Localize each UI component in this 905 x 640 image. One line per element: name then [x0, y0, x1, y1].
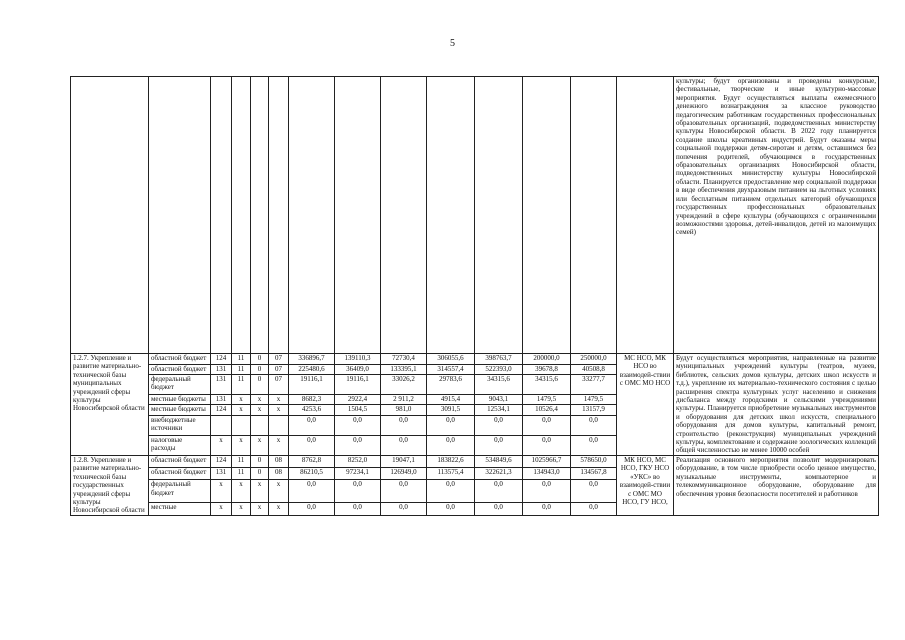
amount-cell: 0,0: [381, 435, 427, 455]
amount-cell: 2 911,2: [381, 394, 427, 405]
budget-code: 0: [251, 455, 269, 467]
amount-cell: 4915,4: [427, 394, 475, 405]
budget-code: [232, 415, 251, 435]
amount-cell: 72730,4: [381, 354, 427, 365]
table-row: [71, 354, 879, 365]
budget-code: x: [269, 394, 289, 405]
amount-cell: 1479,5: [571, 394, 617, 405]
amount-cell: 8762,8: [289, 455, 335, 467]
budget-code: [251, 415, 269, 435]
page-number: 5: [450, 38, 455, 49]
amount-cell: 0,0: [289, 435, 335, 455]
amount-cell: 19047,1: [381, 455, 427, 467]
budget-code: 0: [251, 375, 269, 395]
section-title: 1.2.8. Укрепление и развитие материально-технической базы государственных учреждений сферы культуры Новосибирской области: [71, 455, 149, 515]
expected-results: Будут осуществляться мероприятия, направленные на развитие муниципальных учреждений культуры (театров, музеев, библиотек, сельских домов культуры, детских школ искусств и т.д.), укрепление их материально-технического состояния с целью расширения спектра культурных услуг населению и снижения дисбаланса между городскими и сельскими учреждениями культуры. Планируется приобретение музыкальных инструментов и оборудования для детских школ искусств, специального оборудования для домов культуры, капитальный ремонт, строительство (реконструкция) муниципальных учреждений культуры, комплектование и содержание зоологических коллекций общей численностью не менее 10000 особей: [674, 354, 879, 456]
budget-code: x: [251, 405, 269, 416]
amount-cell: 0,0: [475, 435, 523, 455]
funding-source: внебюджетные источники: [149, 415, 211, 435]
amount-cell: 13157,9: [571, 405, 617, 416]
budget-code: 11: [232, 455, 251, 467]
funding-source: местные бюджеты: [149, 405, 211, 416]
amount-cell: 0,0: [289, 415, 335, 435]
amount-cell: 8252,0: [335, 455, 381, 467]
amount-cell: 0,0: [427, 480, 475, 503]
budget-code: 07: [269, 354, 289, 365]
amount-cell: 0,0: [571, 415, 617, 435]
budget-code: x: [251, 435, 269, 455]
amount-cell: 0,0: [571, 435, 617, 455]
amount-cell: 250000,0: [571, 354, 617, 365]
amount-cell: 139110,3: [335, 354, 381, 365]
amount-cell: 33026,2: [381, 375, 427, 395]
amount-cell: 2922,4: [335, 394, 381, 405]
amount-cell: 34315,6: [523, 375, 571, 395]
budget-code: 08: [269, 455, 289, 467]
amount-cell: 134567,8: [571, 468, 617, 480]
table-row: [71, 455, 879, 467]
amount-cell: 0,0: [381, 503, 427, 515]
amount-cell: 9043,1: [475, 394, 523, 405]
funding-source: федеральный бюджет: [149, 480, 211, 503]
amount-cell: 398763,7: [475, 354, 523, 365]
budget-code: x: [269, 435, 289, 455]
amount-cell: 133395,1: [381, 364, 427, 375]
amount-cell: 0,0: [571, 503, 617, 515]
amount-cell: 0,0: [335, 503, 381, 515]
amount-cell: 183822,6: [427, 455, 475, 467]
budget-code: x: [232, 394, 251, 405]
amount-cell: 0,0: [427, 415, 475, 435]
amount-cell: 40508,8: [571, 364, 617, 375]
amount-cell: 0,0: [335, 435, 381, 455]
responsible-executor: МС НСО, МК НСО во взаимодей-ствии с ОМС МО НСО: [617, 354, 674, 456]
budget-code: [269, 415, 289, 435]
amount-cell: 19116,1: [335, 375, 381, 395]
budget-code: 07: [269, 375, 289, 395]
amount-cell: 36409,0: [335, 364, 381, 375]
amount-cell: 0,0: [475, 480, 523, 503]
amount-cell: 134943,0: [523, 468, 571, 480]
budget-code: x: [211, 435, 232, 455]
amount-cell: 0,0: [523, 415, 571, 435]
amount-cell: 225480,6: [289, 364, 335, 375]
amount-cell: 336896,7: [289, 354, 335, 365]
amount-cell: 10526,4: [523, 405, 571, 416]
funding-source: местные: [149, 503, 211, 515]
budget-code: 11: [232, 364, 251, 375]
amount-cell: 0,0: [523, 480, 571, 503]
amount-cell: 0,0: [475, 503, 523, 515]
amount-cell: 86210,5: [289, 468, 335, 480]
amount-cell: 29783,6: [427, 375, 475, 395]
funding-source: областной бюджет: [149, 455, 211, 467]
amount-cell: 322621,3: [475, 468, 523, 480]
amount-cell: 306055,6: [427, 354, 475, 365]
budget-code: x: [211, 503, 232, 515]
amount-cell: 981,0: [381, 405, 427, 416]
budget-code: 07: [269, 364, 289, 375]
amount-cell: 0,0: [289, 503, 335, 515]
amount-cell: 34315,6: [475, 375, 523, 395]
budget-code: x: [232, 405, 251, 416]
amount-cell: 200000,0: [523, 354, 571, 365]
budget-code: 131: [211, 375, 232, 395]
budget-code: x: [269, 480, 289, 503]
budget-code: x: [251, 480, 269, 503]
budget-code: 124: [211, 455, 232, 467]
amount-cell: 0,0: [335, 480, 381, 503]
budget-code: 124: [211, 354, 232, 365]
budget-code: x: [232, 435, 251, 455]
budget-code: 0: [251, 468, 269, 480]
budget-code: 131: [211, 364, 232, 375]
budget-code: 131: [211, 394, 232, 405]
amount-cell: 0,0: [381, 415, 427, 435]
amount-cell: 522393,0: [475, 364, 523, 375]
budget-code: x: [251, 394, 269, 405]
budget-code: 0: [251, 354, 269, 365]
budget-code: x: [251, 503, 269, 515]
amount-cell: 4253,6: [289, 405, 335, 416]
amount-cell: 0,0: [523, 435, 571, 455]
funding-source: областной бюджет: [149, 468, 211, 480]
expected-results: Реализация основного мероприятия позволит модернизировать оборудование, в том числе приобрести особо ценное имущество, музыкальные инструменты, компьютерное и телекоммуникационное оборудование, оборудование для обеспечения уровня безопасности посетителей и работников: [674, 455, 879, 515]
continuation-text: культуры; будут организованы и проведены конкурсные, фестивальные, творческие и иные культурно-массовые мероприятия. Будут осуществляться выплаты ежемесячного денежного вознаграждения за классное руководство педагогическим работникам государственных профессиональных образовательных организаций, подведомственных министерству культуры Новосибирской области. В 2022 году планируется создание школы креативных индустрий. Будут оказаны меры социальной поддержки детям-сиротам и детям, оставшимся без попечения родителей, обучающимся в государственных образовательных организациях Новосибирской области, подведомственных министерству культуры Новосибирской области. Планируется предоставление мер социальной поддержки в виде обеспечения двухразовым питанием на льготных условиях или бесплатным питанием отдельных категорий обучающихся государственных профессиональных образовательных учреждений в сфере культуры (обучающихся с ограниченными возможностями здоровья, детей-инвалидов, детей из малоимущих семей): [674, 77, 879, 354]
amount-cell: 126949,0: [381, 468, 427, 480]
amount-cell: 12534,1: [475, 405, 523, 416]
amount-cell: 0,0: [335, 415, 381, 435]
amount-cell: 33277,7: [571, 375, 617, 395]
budget-code: 124: [211, 405, 232, 416]
amount-cell: 534849,6: [475, 455, 523, 467]
table-body: [71, 77, 879, 516]
amount-cell: 0,0: [427, 435, 475, 455]
funding-source: областной бюджет: [149, 364, 211, 375]
budget-code: x: [269, 405, 289, 416]
amount-cell: 19116,1: [289, 375, 335, 395]
amount-cell: 39678,8: [523, 364, 571, 375]
amount-cell: 314557,4: [427, 364, 475, 375]
amount-cell: 0,0: [571, 480, 617, 503]
amount-cell: 1025966,7: [523, 455, 571, 467]
funding-source: областной бюджет: [149, 354, 211, 365]
responsible-executor: МК НСО, МС НСО, ГКУ НСО «УКС» во взаимодей-ствии с ОМС МО НСО, ГУ НСО,: [617, 455, 674, 515]
amount-cell: 113575,4: [427, 468, 475, 480]
amount-cell: 1504,5: [335, 405, 381, 416]
budget-code: x: [232, 503, 251, 515]
funding-source: местные бюджеты: [149, 394, 211, 405]
budget-code: 11: [232, 354, 251, 365]
amount-cell: 0,0: [381, 480, 427, 503]
budget-code: x: [269, 503, 289, 515]
budget-code: [211, 415, 232, 435]
amount-cell: 3091,5: [427, 405, 475, 416]
budget-code: 08: [269, 468, 289, 480]
amount-cell: 97234,1: [335, 468, 381, 480]
budget-code: x: [211, 480, 232, 503]
amount-cell: 0,0: [427, 503, 475, 515]
budget-code: 131: [211, 468, 232, 480]
budget-code: 11: [232, 375, 251, 395]
funding-source: федеральный бюджет: [149, 375, 211, 395]
amount-cell: 0,0: [289, 480, 335, 503]
budget-code: x: [232, 480, 251, 503]
amount-cell: 0,0: [523, 503, 571, 515]
amount-cell: 8682,3: [289, 394, 335, 405]
section-title: 1.2.7. Укрепление и развитие материально-технической базы муниципальных учреждений сферы культуры Новосибирской области: [71, 354, 149, 456]
budget-code: 11: [232, 468, 251, 480]
amount-cell: 0,0: [475, 415, 523, 435]
continuation-row: [71, 77, 879, 354]
amount-cell: 1479,5: [523, 394, 571, 405]
amount-cell: 578650,0: [571, 455, 617, 467]
budget-code: 0: [251, 364, 269, 375]
program-table: [70, 76, 879, 516]
funding-source: налоговые расходы: [149, 435, 211, 455]
